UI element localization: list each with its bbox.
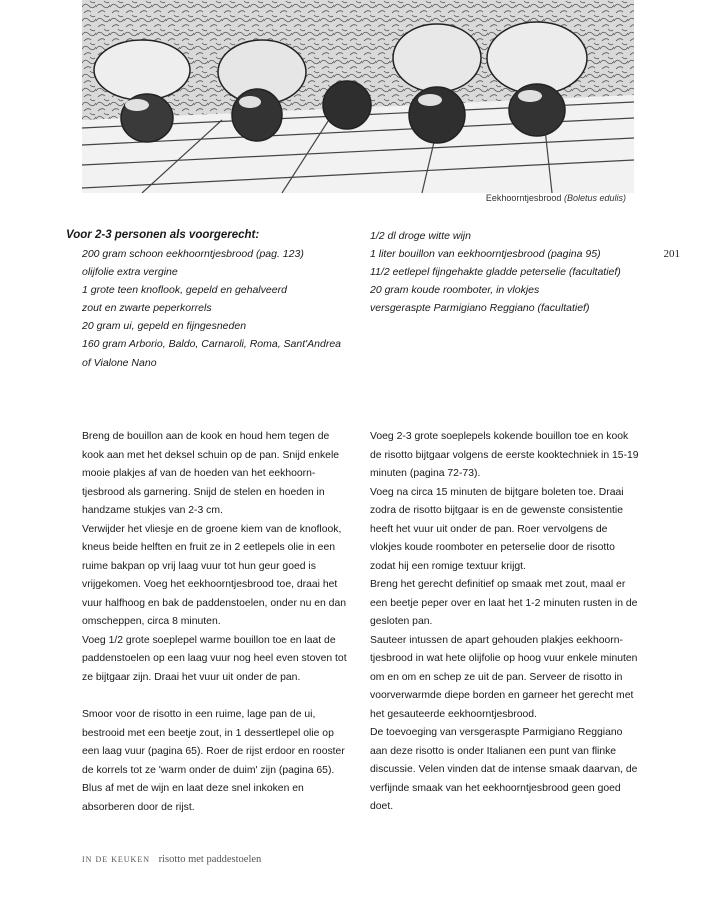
ingredient-item: 1 liter bouillon van eekhoorntjesbrood (pagina 95) xyxy=(370,248,601,261)
paragraph: Breng het gerecht definitief op smaak met zout, maal er een beetje peper over en laat het 1-2 minuten rusten in de gesloten pan. xyxy=(370,579,638,627)
paragraph: Voeg 1/2 grote soeplepel warme bouillon toe en laat de paddenstoelen op een laag vuur nog heel even stoven tot ze bijtgaar zijn. Draai het vuur uit onder de pan. xyxy=(82,634,347,683)
paragraph: Voeg 2-3 grote soeplepels kokende bouillon toe en kook de risotto bijtgaar volgens de eerste kooktechniek in 15-19 minuten (pagina 72-73). xyxy=(370,431,639,479)
ingredients-heading: Voor 2-3 personen als voorgerecht: xyxy=(66,229,260,241)
paragraph: Sauteer intussen de apart gehouden plakjes eekhoorn-tjesbrood in wat hete olijfolie op hoog vuur enkele minuten om en om en schep ze uit de pan. Serveer de risotto in voorverwarmde diepe borden en garneer het gerecht met het gesauteerde eekhoorntjesbrood. xyxy=(370,634,638,720)
ingredient-item: 11/2 eetlepel fijngehakte gladde peterselie (facultatief) xyxy=(370,266,621,279)
mushroom-sketch-icon xyxy=(82,0,634,193)
ingredient-item: 1/2 dl droge witte wijn xyxy=(370,230,471,242)
page-footer xyxy=(82,854,261,865)
instructions-left-column xyxy=(82,428,354,817)
ingredient-item: 200 gram schoon eekhoorntjesbrood (pag. 123) xyxy=(82,248,304,260)
ingredient-item: olijfolie extra vergine xyxy=(82,266,178,279)
paragraph: Verwijder het vliesje en de groene kiem van de knoflook, kneus beide helften en fruit ze in 2 eetlepels olie in een ruime bakpan op vrij laag vuur tot hun geur goed is vrijgekomen. Voeg het eekhoorntjesbrood toe, draai het vuur halfhoog en bak de paddenstoelen, onder nu en dan omscheppen, circa 8 minuten. xyxy=(82,523,347,627)
ingredient-item: versgeraspte Parmigiano Reggiano (facultatief) xyxy=(370,302,590,315)
footer-title: risotto met paddestoelen xyxy=(158,854,262,865)
ingredients-right xyxy=(370,227,660,317)
ingredient-item: 20 gram ui, gepeld en fijngesneden xyxy=(82,320,247,333)
mushroom-sketch-photo xyxy=(82,0,634,193)
ingredient-item: 20 gram koude roomboter, in vlokjes xyxy=(370,284,540,297)
ingredient-item: 1 grote teen knoflook, gepeld en gehalveerd xyxy=(82,284,287,297)
instructions-right-column xyxy=(370,428,642,817)
paragraph: De toevoeging van versgeraspte Parmigiano Reggiano aan deze risotto is onder Italianen een punt van flinke discussie. Velen vinden dat de intense smaak daarvan, de verfijnde smaak van het eekhoorntjesbrood geen goed doet. xyxy=(370,727,638,812)
ingredient-item: 160 gram Arborio, Baldo, Carnaroli, Roma, Sant'Andrea of Vialone Nano xyxy=(82,338,341,369)
ingredient-item: zout en zwarte peperkorrels xyxy=(82,302,212,315)
footer-section: IN DE KEUKEN xyxy=(82,855,150,864)
page-number: 201 xyxy=(663,248,680,260)
photo-caption xyxy=(486,193,626,203)
caption-name: Eekhoorntjesbrood xyxy=(485,193,562,203)
paragraph: Voeg na circa 15 minuten de bijtgare boleten toe. Draai zodra de risotto bijtgaar is en de gewenste consistentie heeft het vuur uit onder de pan. Roer vervolgens de vlokjes koude roomboter en peterselie door de risotto zodat hij een romige textuur krijgt. xyxy=(370,486,624,572)
paragraph: Breng de bouillon aan de kook en houd hem tegen de kook aan met het deksel schuin op de pan. Snijd enkele mooie plakjes af van de hoeden van het eekhoorn-tjesbrood als garnering. Snijd de stelen en hoeden in handzame stukjes van 2-3 cm. xyxy=(82,431,340,516)
paragraph: Smoor voor de risotto in een ruime, lage pan de ui, bestrooid met een beetje zout, in 1 dessertlepel olie op een laag vuur (pagina 65). Roer de rijst erdoor en rooster de korrels tot ze 'warm onder de duim' zijn (pagina 65). Blus af met de wijn en laat deze snel inkoken en absorberen door de rijst. xyxy=(82,709,345,813)
ingredients-left xyxy=(82,245,352,372)
caption-latin: (Boletus edulis) xyxy=(563,193,626,203)
